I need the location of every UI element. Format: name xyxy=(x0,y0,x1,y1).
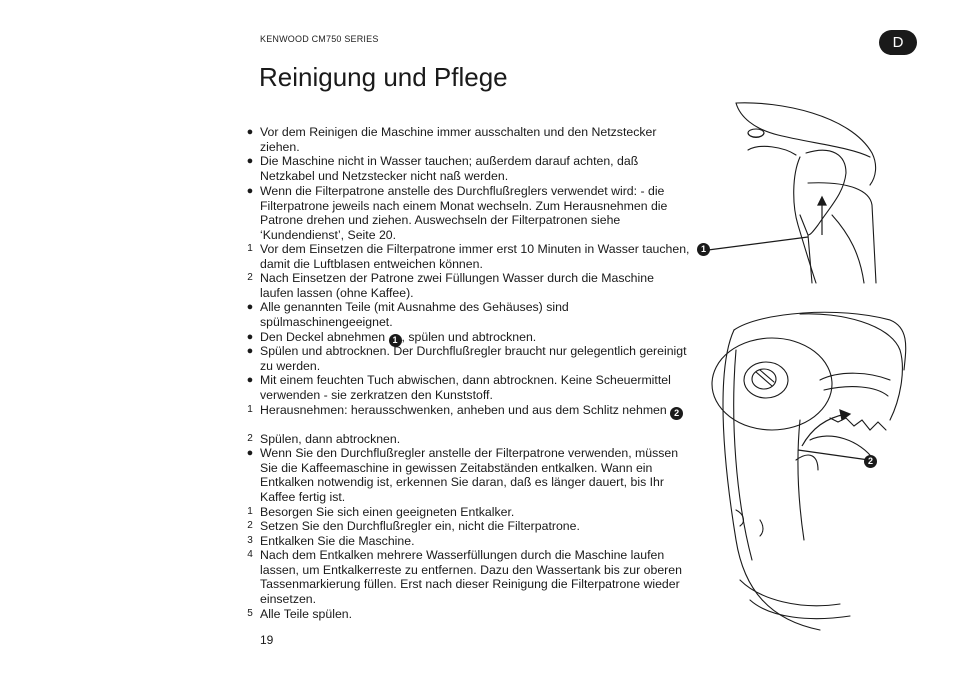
language-badge: D xyxy=(879,30,917,55)
figure-callout-2: 2 xyxy=(864,455,877,468)
paragraph-text: Spülen und abtrocknen. Der Durchflußregler braucht nur gelegentlich gereinigt zu werden. xyxy=(260,344,687,373)
paragraph-text: Vor dem Einsetzen die Filterpatrone immer erst 10 Minuten in Wasser tauchen, damit die Luftblasen entweichen können. xyxy=(260,242,690,271)
paragraph-text: Besorgen Sie sich einen geeigneten Entkalker. xyxy=(260,505,515,519)
step-number: 3 xyxy=(247,535,253,546)
step-number: 2 xyxy=(247,433,253,444)
paragraph-text: Spülen, dann abtrocknen. xyxy=(260,432,401,446)
step-number: 5 xyxy=(247,608,253,619)
paragraph-text: Wenn die Filterpatrone anstelle des Durchflußreglers verwendet wird: - die Filterpatrone jeweils nach einem Monat wechseln. Zum Herausnehmen die Patrone drehen und ziehen. Auswechseln der Filterpatronen siehe ‘Kundendienst’, Seite 20. xyxy=(260,184,668,242)
step-number: 2 xyxy=(247,272,253,283)
bullet-marker: ● xyxy=(246,126,254,138)
header-series: KENWOOD CM750 SERIES xyxy=(260,34,379,44)
bullet-marker: ● xyxy=(246,345,254,357)
step-number: 1 xyxy=(247,243,253,254)
bullet-marker: ● xyxy=(246,331,254,343)
paragraph-text: Mit einem feuchten Tuch abwischen, dann abtrocknen. Keine Scheuermittel verwenden - sie zerkratzen den Kunststoff. xyxy=(260,373,671,402)
paragraph-text: Nach dem Entkalken mehrere Wasserfüllungen durch die Maschine laufen lassen, um Entkalkerreste zu entfernen. Dazu den Wassertank bis zur oberen Tassenmarkierung füllen. Erst nach dieser Reinigung die Filterpatrone wieder einsetzen. xyxy=(260,548,682,606)
bullet-marker: ● xyxy=(246,447,254,459)
bullet-marker: ● xyxy=(246,185,254,197)
figure-ref-badge: 2 xyxy=(670,407,683,420)
page-number: 19 xyxy=(260,633,274,647)
paragraph-text: Nach Einsetzen der Patrone zwei Füllungen Wasser durch die Maschine laufen lassen (ohne Kaffee). xyxy=(260,271,654,300)
bullet-marker: ● xyxy=(246,374,254,386)
paragraph-text: Wenn Sie den Durchflußregler anstelle der Filterpatrone verwenden, müssen Sie die Kaffeemaschine in gewissen Zeitabständen entkalken. Wann ein Entkalken notwendig ist, erkennen Sie daran, daß es länger dauert, bis Ihr Kaffee fertig ist. xyxy=(260,446,679,504)
paragraph-text: Setzen Sie den Durchflußregler ein, nicht die Filterpatrone. xyxy=(260,519,580,533)
paragraph-text xyxy=(260,403,690,420)
figure-ref-badge: 1 xyxy=(389,334,402,347)
coffee-maker-illustration xyxy=(700,300,920,640)
bullet-marker: ● xyxy=(246,155,254,167)
text-after-ref: , spülen und abtrocknen. xyxy=(401,330,537,344)
jug-lid-illustration xyxy=(700,95,900,295)
paragraph-text: Vor dem Reinigen die Maschine immer ausschalten und den Netzstecker ziehen. xyxy=(260,125,657,154)
page-title: Reinigung und Pflege xyxy=(259,62,508,92)
step-number: 2 xyxy=(247,520,253,531)
text-before-ref: Herausnehmen: herausschwenken, anheben und aus dem Schlitz nehmen xyxy=(260,403,667,417)
paragraph-text: Entkalken Sie die Maschine. xyxy=(260,534,415,548)
step-number: 1 xyxy=(247,404,253,415)
paragraph-text: Alle Teile spülen. xyxy=(260,607,353,621)
paragraph-text: Alle genannten Teile (mit Ausnahme des Gehäuses) sind spülmaschinengeeignet. xyxy=(260,300,569,329)
bullet-marker: ● xyxy=(246,301,254,313)
figure-callout-1: 1 xyxy=(697,243,710,256)
step-number: 1 xyxy=(247,506,253,517)
step-number: 4 xyxy=(247,549,253,560)
text-before-ref: Den Deckel abnehmen xyxy=(260,330,386,344)
paragraph-text: Die Maschine nicht in Wasser tauchen; außerdem darauf achten, daß Netzkabel und Netzstecker nicht naß werden. xyxy=(260,154,639,183)
